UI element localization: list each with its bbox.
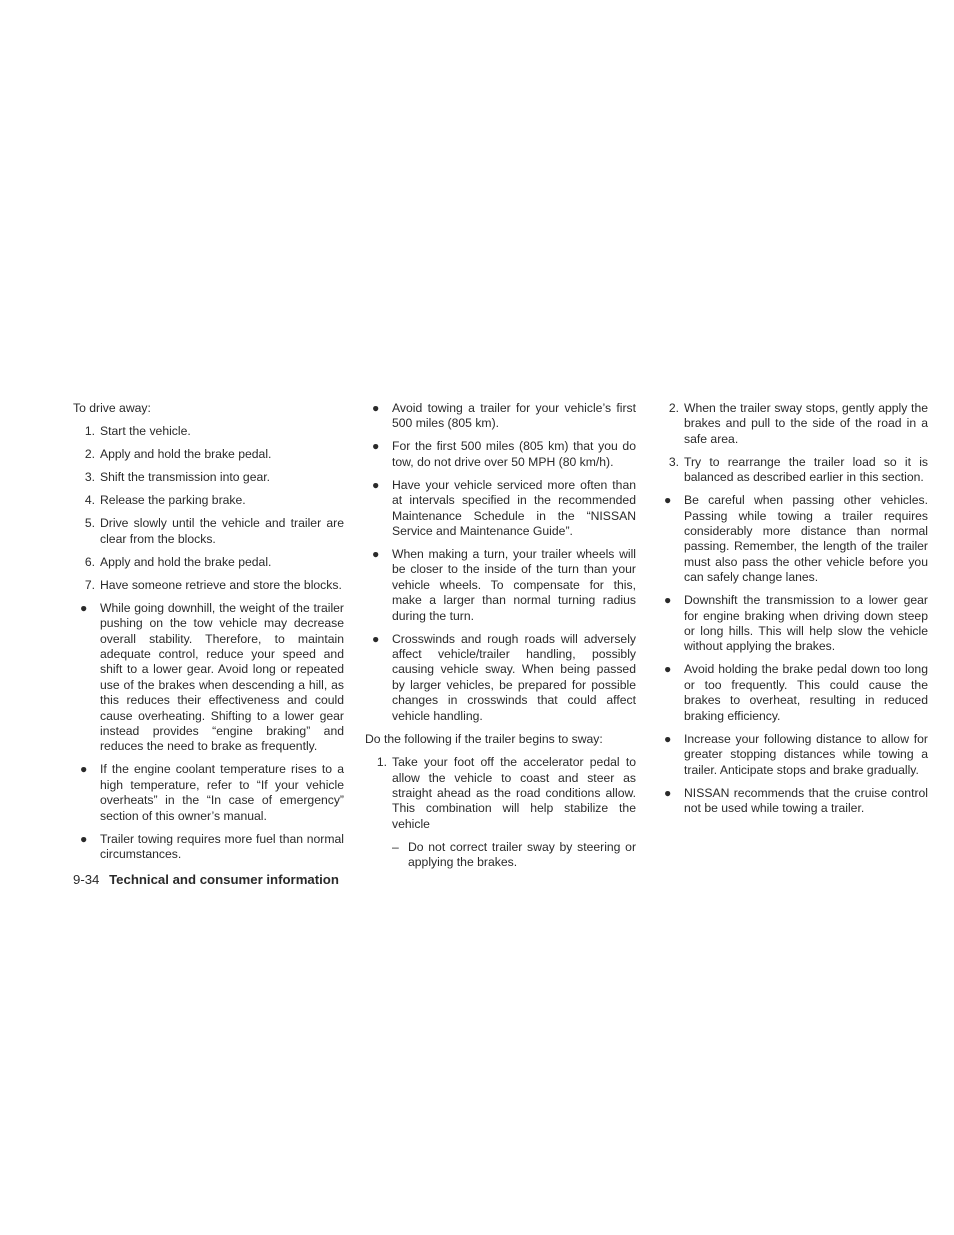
bullet-item [365,478,636,540]
section-title: Technical and consumer information [109,872,339,887]
step-number: 3. [668,454,679,469]
step-text: Have someone retrieve and store the blocks. [100,577,342,592]
bullet-icon: ● [664,493,672,508]
step-number: 3. [84,470,95,485]
bullet-item [365,632,636,724]
bullet-item [73,762,344,824]
sway-sub-item [365,840,636,871]
drive-away-intro: To drive away: [73,401,151,415]
bullet-icon: ● [372,401,380,415]
bullet-icon: ● [664,662,672,677]
step-number: 7. [84,577,95,592]
bullet-text: Downshift the transmission to a lower gear for engine braking when driving down steep or long hills. This will help slow the vehicle without applying the brakes. [684,593,928,654]
bullet-item [73,832,344,863]
step-number: 5. [84,516,95,531]
step-text: When the trailer sway stops, gently apply the brakes and pull to the side of the road in a safe area. [684,401,928,446]
bullet-icon: ● [664,593,672,608]
bullet-text: When making a turn, your trailer wheels will be closer to the inside of the turn than your vehicle wheels. To compensate for this, make a larger than normal turning radius during the turn. [392,547,636,623]
bullet-icon: ● [372,439,380,454]
bullet-icon: ● [80,600,88,615]
step-text: Apply and hold the brake pedal. [100,447,272,462]
drive-away-step [73,555,344,570]
bullet-text: While going downhill, the weight of the trailer pushing on the tow vehicle may decrease overall stability. Therefore, to maintain adequate control, reduce your speed and shift to a lower gear. Avoid long or repeated use of the brakes when descending a hill, as this reduces their effectiveness and could cause overheating. Shifting to a lower gear instead provides “engine braking” and reduces the need to brake as frequently. [100,600,344,754]
bullet-icon: ● [372,547,380,562]
bullet-item [657,662,928,724]
step-number: 6. [84,554,95,569]
bullet-text: Increase your following distance to allow for greater stopping distances while towing a trailer. Anticipate stops and brake gradually. [684,731,928,777]
bullet-text: Avoid holding the brake pedal down too long or too frequently. This could cause the brakes to overheat, resulting in reduced braking efficiency. [684,662,928,723]
bullet-icon: ● [80,762,88,777]
bullet-text: Crosswinds and rough roads will adversely affect vehicle/trailer handling, possibly causing vehicle sway. When being passed by larger vehicles, be prepared for possible changes in crosswinds that could affect vehicle handling. [392,631,636,723]
drive-away-step [73,424,344,439]
drive-away-step [73,447,344,462]
step-number: 2. [668,401,679,415]
drive-away-step [73,470,344,485]
sway-step [657,455,928,486]
bullet-item [657,732,928,778]
sub-item-text: Do not correct trailer sway by steering or applying the brakes. [408,839,636,870]
bullet-item [365,401,636,432]
bullet-item [73,601,344,755]
sway-intro: Do the following if the trailer begins to sway: [365,731,603,746]
bullet-text: Be careful when passing other vehicles. Passing while towing a trailer requires considerably more distance than normal passing. Remember, the length of the trailer must also pass the other vehicle before you can safely change lanes. [684,493,928,585]
bullet-icon: ● [664,785,672,800]
bullet-text: NISSAN recommends that the cruise control not be used while towing a trailer. [684,785,928,815]
step-text: Release the parking brake. [100,493,246,508]
step-text: Apply and hold the brake pedal. [100,554,272,569]
step-text: Try to rearrange the trailer load so it is balanced as described earlier in this section. [684,454,928,485]
page-number: 9-34 [73,872,100,887]
step-number: 1. [376,755,387,770]
page-footer [73,872,339,887]
step-text: Start the vehicle. [100,424,191,439]
sway-step [365,755,636,832]
step-text: Drive slowly until the vehicle and trailer are clear from the blocks. [100,516,344,546]
bullet-item [365,547,636,624]
step-text: Take your foot off the accelerator pedal to allow the vehicle to coast and steer as straight ahead as the road conditions allow. This combination will help stabilize the vehicle [392,755,636,831]
bullet-item [365,439,636,470]
step-number: 4. [84,493,95,508]
left-column [73,401,344,870]
bullet-text: If the engine coolant temperature rises to a high temperature, refer to “If your vehicle overheats” in the “In case of emergency” section of this owner’s manual. [100,762,344,823]
bullet-text: For the first 500 miles (805 km) that you do tow, do not drive over 50 MPH (80 km/h). [392,439,636,469]
step-text: Shift the transmission into gear. [100,470,271,485]
drive-away-step [73,516,344,547]
drive-away-step [73,578,344,593]
step-number: 1. [84,424,95,439]
dash-marker: – [392,839,399,854]
bullet-item [657,493,928,585]
bullet-item [657,786,928,817]
bullet-text: Have your vehicle serviced more often than at intervals specified in the recommended Maintenance Schedule in the “NISSAN Service and Maintenance Guide”. [392,477,636,539]
sway-step [657,401,928,447]
bullet-icon: ● [372,631,380,646]
bullet-icon: ● [372,477,380,492]
bullet-text: Trailer towing requires more fuel than normal circumstances. [100,831,344,862]
bullet-icon: ● [664,731,672,746]
step-number: 2. [84,447,95,462]
drive-away-step [73,493,344,508]
bullet-item [657,593,928,655]
bullet-text: Avoid towing a trailer for your vehicle’s first 500 miles (805 km). [392,401,636,431]
bullet-icon: ● [80,831,88,846]
middle-column [365,401,636,878]
right-column [657,401,928,824]
